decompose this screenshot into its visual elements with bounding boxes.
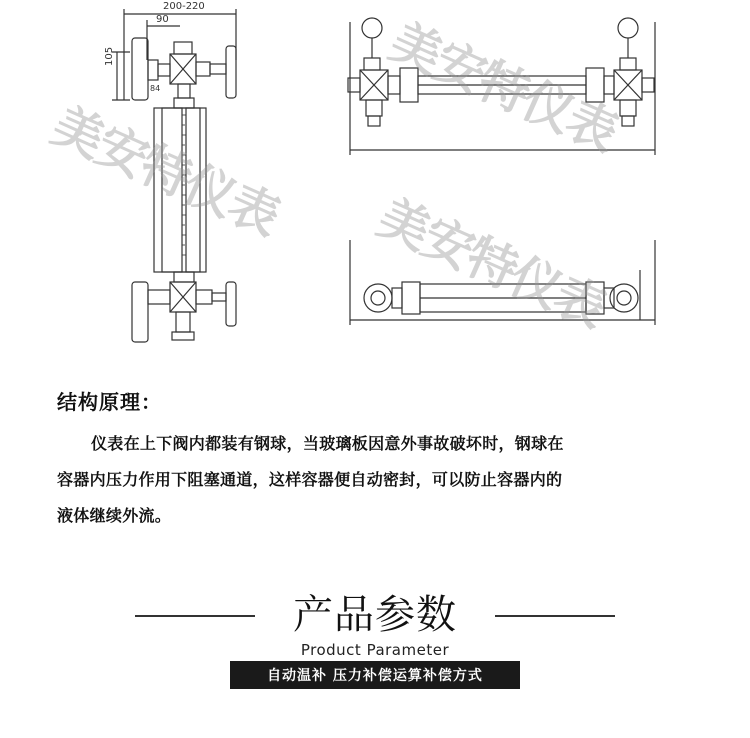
- dim-overall-width: 200-220: [163, 1, 205, 12]
- dim-center-width: 90: [156, 14, 169, 25]
- dim-small-label: 84: [150, 84, 161, 93]
- dim-height: 105: [104, 46, 115, 66]
- watermark-left: 美安特仪表: [43, 96, 287, 247]
- structure-line-1: 仪表在上下阀内都装有钢球，当玻璃板因意外事故破坏时，钢球在: [91, 434, 564, 453]
- params-title: 产品参数: [293, 592, 457, 638]
- structure-line-2: 容器内压力作用下阻塞通道，这样容器便自动密封，可以防止容器内的: [57, 470, 563, 489]
- params-subtitle: Product Parameter: [300, 641, 450, 659]
- params-bar: 自动温补 压力补偿运算补偿方式: [230, 661, 520, 689]
- structure-line-3: 液体继续外流。: [57, 506, 172, 525]
- structure-heading: 结构原理：: [57, 390, 162, 414]
- watermark-bottom-right: 美安特仪表: [369, 188, 613, 339]
- watermark-top-right: 美安特仪表: [381, 12, 625, 163]
- structure-paragraph: [57, 426, 727, 534]
